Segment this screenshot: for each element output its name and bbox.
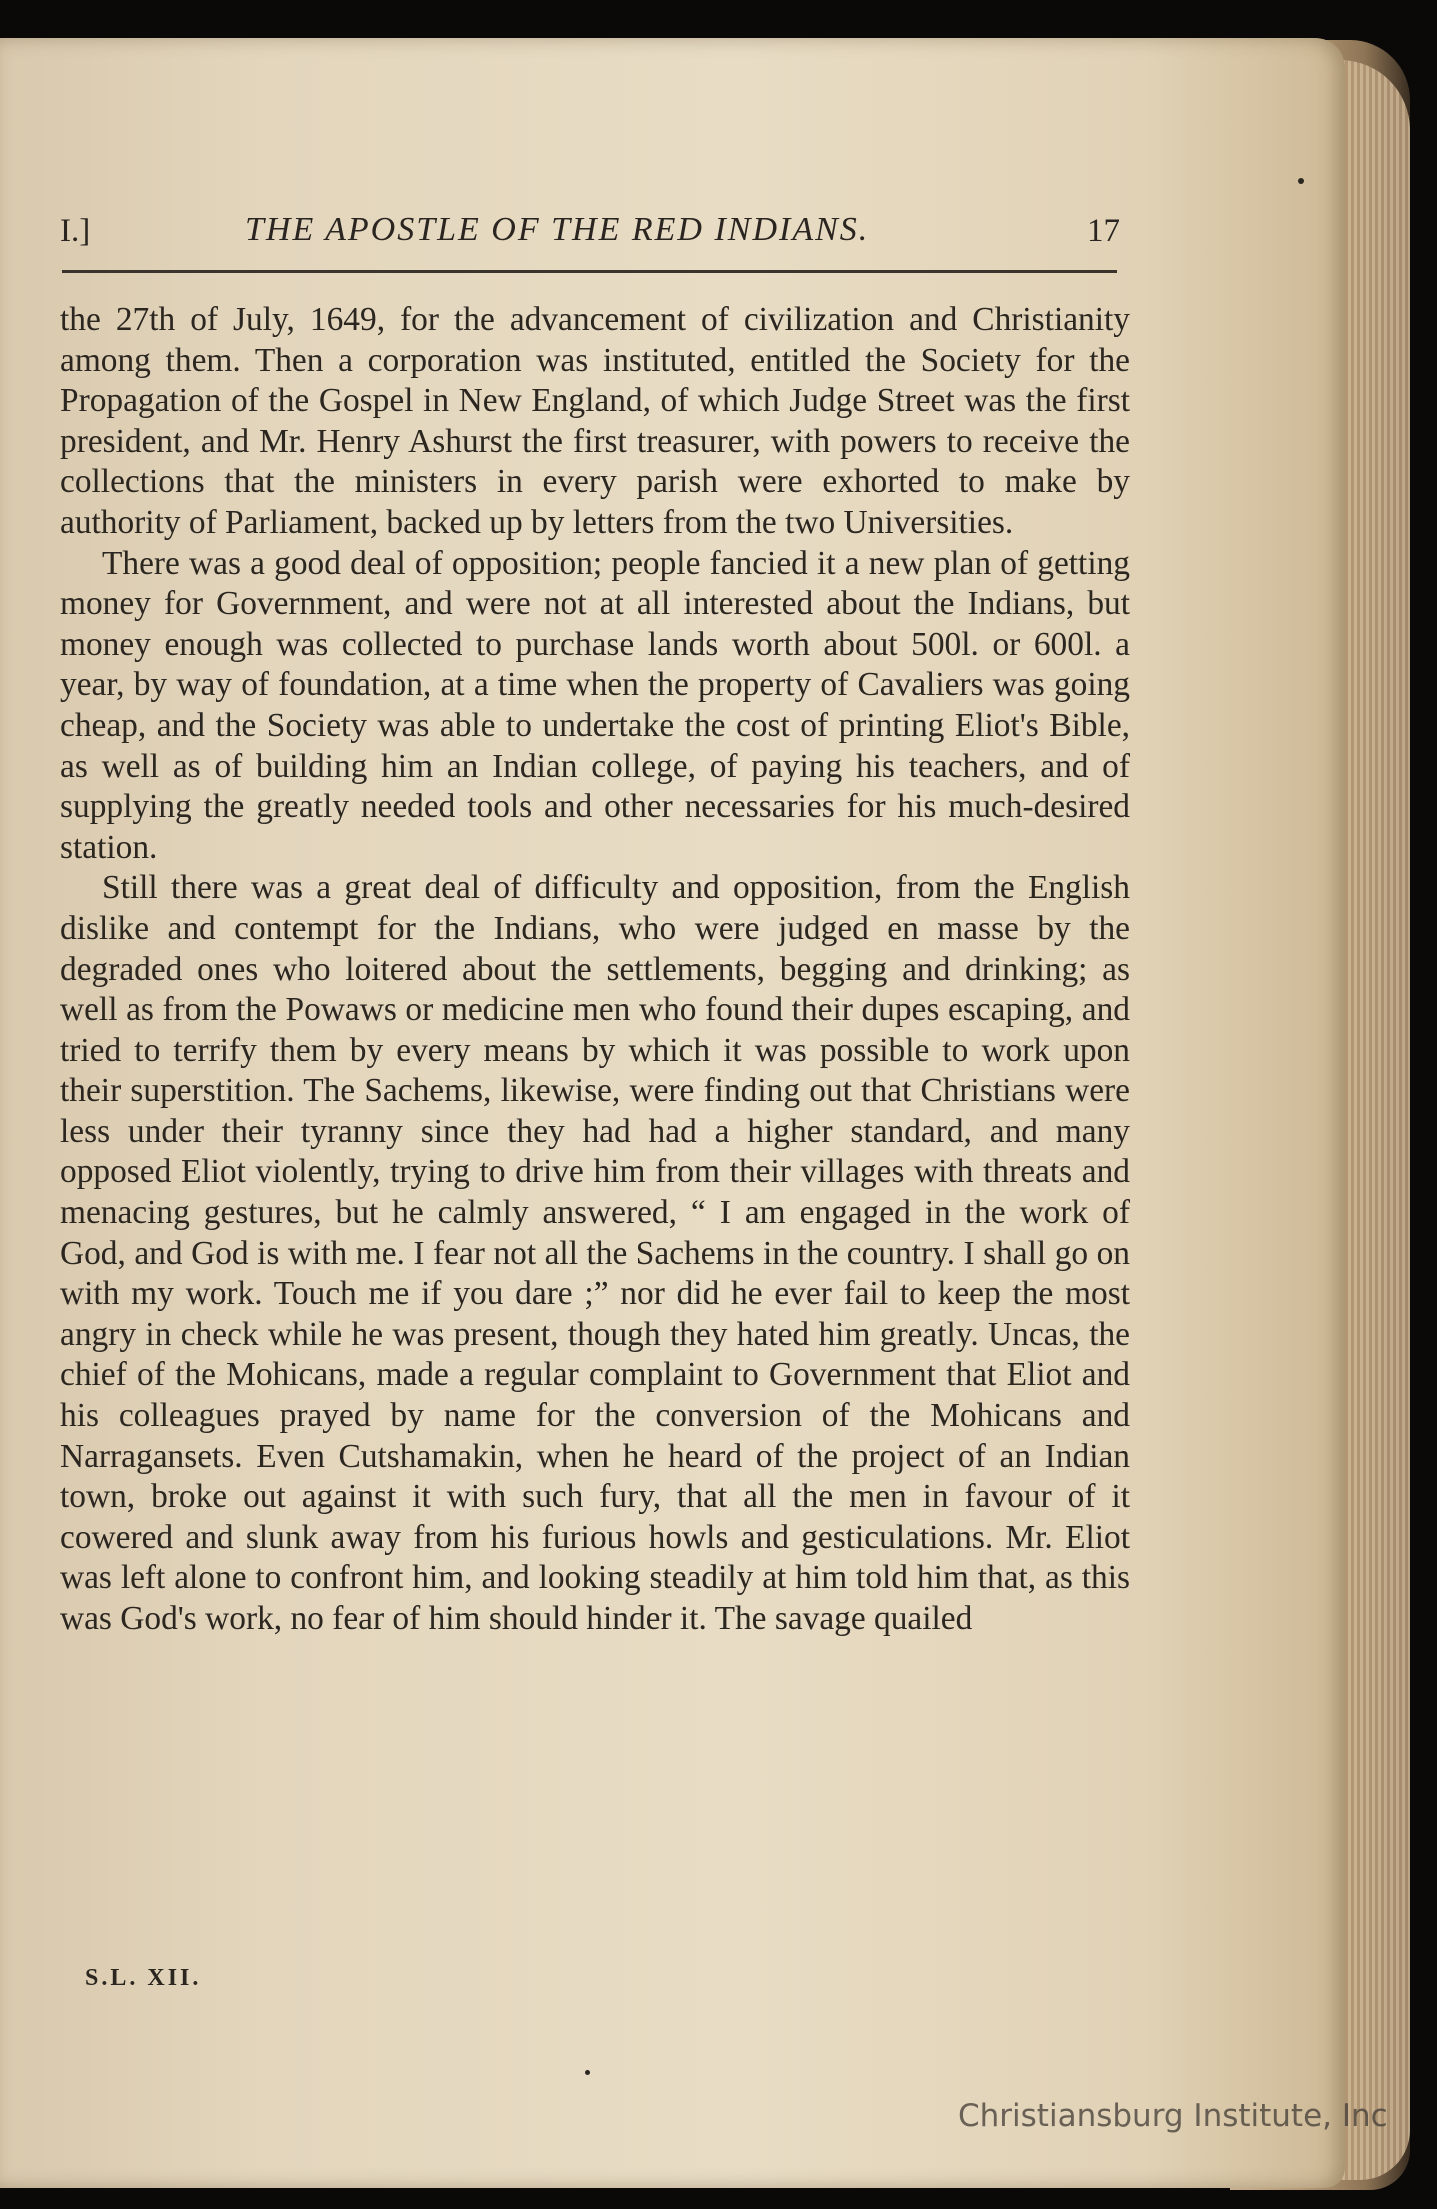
page-speck — [585, 2070, 590, 2075]
page-speck — [1298, 178, 1304, 184]
watermark: Christiansburg Institute, Inc — [958, 2098, 1388, 2134]
chapter-number: I.] — [60, 213, 91, 249]
signature-mark: S.L. XII. — [85, 1965, 202, 1991]
running-header — [60, 205, 1120, 265]
page-number: 17 — [1087, 213, 1120, 249]
running-title: THE APOSTLE OF THE RED INDIANS. — [245, 211, 870, 248]
body-text — [60, 300, 1130, 1640]
paragraph: There was a good deal of opposition; people fancied it a new plan of getting money for Government, and were not at all interested about the Indians, but money enough was collected to purchase lands worth about 500l. or 600l. a year, by way of foundation, at a time when the property of Cavaliers was going cheap, and the Society was able to undertake the cost of printing Eliot's Bible, as well as of building him an Indian college, of paying his teachers, and of supplying the greatly needed tools and other necessaries for his much-desired station. — [60, 544, 1130, 866]
header-rule — [62, 270, 1117, 273]
paragraph: Still there was a great deal of difficulty and opposition, from the English dislike and contempt for the Indians, who were judged en masse by the degraded ones who loitered about the settlements, begging and drinking; as well as from the Powaws or medicine men who found their dupes escaping, and tried to terrify them by every means by which it was possible to work upon their superstition. The Sachems, likewise, were finding out that Christians were less under their tyranny since they had had a higher standard, and many opposed Eliot violently, trying to drive him from their villages with threats and menacing gestures, but he calmly answered, “ I am engaged in the work of God, and God is with me. I fear not all the Sachems in the country. I shall go on with my work. Touch me if you dare ;” nor did he ever fail to keep the most angry in check while he was present, though they hated him greatly. Uncas, the chief of the Mohicans, made a regular complaint to Government that Eliot and his colleagues prayed by name for the conversion of the Mohicans and Narragansets. Even Cutshamakin, when he heard of the project of an Indian town, broke out against it with such fury, that all the men in favour of it cowered and slunk away from his furious howls and gesticulations. Mr. Eliot was left alone to confront him, and looking steadily at him told him that, as this was God's work, no fear of him should hinder it. The savage quailed — [60, 869, 1130, 1637]
paragraph: the 27th of July, 1649, for the advancement of civilization and Christianity among them. Then a corporation was instituted, entitled the Society for the Propagation of the Gospel in New England, of which Judge Street was the first president, and Mr. Henry Ashurst the first treasurer, with powers to receive the collections that the ministers in every parish were exhorted to make by authority of Parliament, backed up by letters from the two Universities. — [60, 301, 1130, 541]
